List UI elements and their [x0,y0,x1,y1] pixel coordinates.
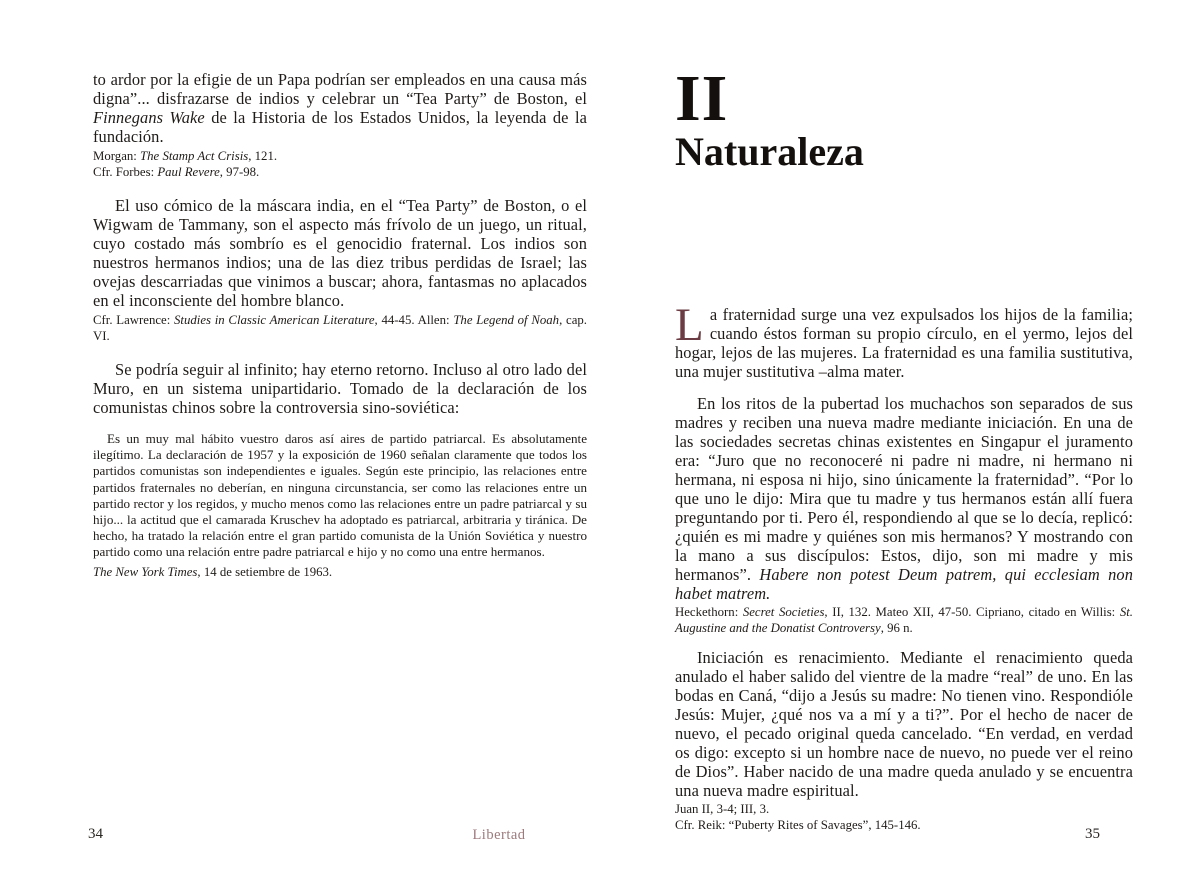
page-number-right: 35 [1085,826,1100,842]
chapter-number: II [675,62,729,135]
page-left [93,62,587,580]
text-run: El uso cómico de la máscara india, en el “Tea Party” de Boston, o el Wigwam de Tammany, son el aspecto más frívolo de un juego, un ritual, cuyo costado más sombrío es el genocidio fraternal. Los indios son nuestros hermanos indios; una de las diez tribus perdidas de Israel; las ovejas descarriadas que vinimos a buscar; ahora, fantasmas no aplacados en el inconsciente del hombre blanco. [93,196,587,310]
text-run: Cfr. Forbes: [93,165,158,179]
text-run: Morgan: [93,149,141,163]
block-quote-sino-sovietica: Es un muy mal hábito vuestro daros así aires de partido patriarcal. Es absolutamente ilegítimo. La declaración de 1957 y la exposición de 1960 señalan claramente que todos los partidos comunistas son independientes e iguales. Según este principio, las relaciones entre partidos fraternales no deberían, en ninguna circunstancia, ser como las relaciones entre un partido rector y los regidos, y mucho menos como las relaciones entre un padre patriarcal y su hijo... la actitud que el camarada Kruschev ha adoptado es patriarcal, arbitraria y tiránica. De hecho, ha tratado la relación entre el gran partido comunista de la Unión Soviética y nuestro partido como una relación entre padre patriarcal e hijo y no como una entre hermanos. [93,431,587,560]
text-run: a fraternidad surge una vez expulsados los hijos de la familia; cuando éstos forman su propio círculo, en el yermo, lejos del hogar, lejos de las mujeres. La fraternidad es una familia sustitutiva, una mujer sustitutiva –alma mater. [675,305,1133,381]
paragraph-fraternidad [675,299,1133,381]
footnote-forbes [93,164,587,180]
text-run: En los ritos de la pubertad los muchachos son separados de sus madres y reciben una nueva madre mediante iniciación. En una de las sociedades secretas chinas existentes en Singapur el juramento era: “Juro que no reconoceré ni padre ni madre, ni hermano ni hermana, ni esposa ni hijo, sino únicamente la fraternidad”. “Por lo que uno le dijo: Mira que tu madre y tus hermanos están allí fuera preguntando por ti. Pero él, respondiendo al que se lo decía, replicó: ¿quién es mi madre y quiénes son mis hermanos? Y mostrando con la mano a sus discípulos: Estos, dijo, son mi madre y mis hermanos”. [675,394,1133,584]
text-run: Heckethorn: [675,605,743,619]
text-run: The Stamp Act Crisis [140,149,249,163]
page-right [675,62,1133,833]
text-run: , 14 de setiembre de 1963. [197,564,333,579]
text-run: , 121. [248,149,278,163]
footnote-heckethorn [675,604,1133,636]
text-run: St. Augustine and the Donatist Controversy [675,605,1133,635]
text-run: The New York Times [93,564,198,579]
text-run: , II, 132. Mateo XII, 47-50. Cipriano, citado en Willis: [824,605,1120,619]
paragraph-iniciacion [675,648,1133,800]
paragraph-continuation [93,70,587,146]
text-run: Paul Revere [157,165,220,179]
text-run: Studies in Classic American Literature [174,313,375,327]
text-run: , cap. VI. [93,313,587,343]
paragraph-eterno-retorno [93,360,587,417]
page-number-left: 34 [88,826,103,842]
text-run: to ardor por la efigie de un Papa podrían ser empleados en una causa más digna”... disfrazarse de indios y celebrar un “Tea Party” de Boston, el [93,70,587,108]
chapter-title: Naturaleza [675,129,864,174]
drop-cap: L [675,299,704,351]
text-run: , 96 n. [880,621,913,635]
text-run: Iniciación es renacimiento. Mediante el renacimiento queda anulado el haber salido del vientre de la madre “real” de uno. En las bodas en Caná, “dijo a Jesús su madre: No tienen vino. Respondióle Jesús: Mujer, ¿qué nos va a mí y a ti?”. Por el hecho de nacer de nuevo, el pecado original queda cancelado. “En verdad, en verdad os digo: excepto si un hombre nace de nuevo, no puede ver el reino de Dios”. Haber nacido de una madre queda anulado y se encuentra una nueva madre espiritual. [675,648,1133,800]
text-run: de la Historia de los Estados Unidos, la leyenda de la fundación. [93,108,588,146]
quote-source-line [93,564,587,580]
text-run: , 44-45. Allen: [374,313,454,327]
text-run: , 97-98. [219,165,260,179]
text-run: Secret Societies [742,605,825,619]
text-run: The Legend of Noah [453,313,560,327]
text-run: Se podría seguir al infinito; hay eterno retorno. Incluso al otro lado del Muro, en un sistema unipartidario. Tomado de la declaración de los comunistas chinos sobre la controversia sino-soviética: [93,360,587,417]
running-footer: Libertad [472,827,526,843]
footnote-lawrence-allen [93,312,587,344]
text-run: Cfr. Lawrence: [93,313,175,327]
footnote-morgan [93,148,587,164]
text-run: Finnegans Wake [93,108,205,127]
paragraph-ritos-pubertad [675,394,1133,603]
text-run: Habere non potest Deum patrem, qui ecclesiam non habet matrem. [675,565,1133,603]
paragraph-mascara-india [93,196,587,310]
footnote-juan: Juan II, 3-4; III, 3. [675,802,770,816]
footnote-reik: Cfr. Reik: “Puberty Rites of Savages”, 145-146. [675,818,921,832]
